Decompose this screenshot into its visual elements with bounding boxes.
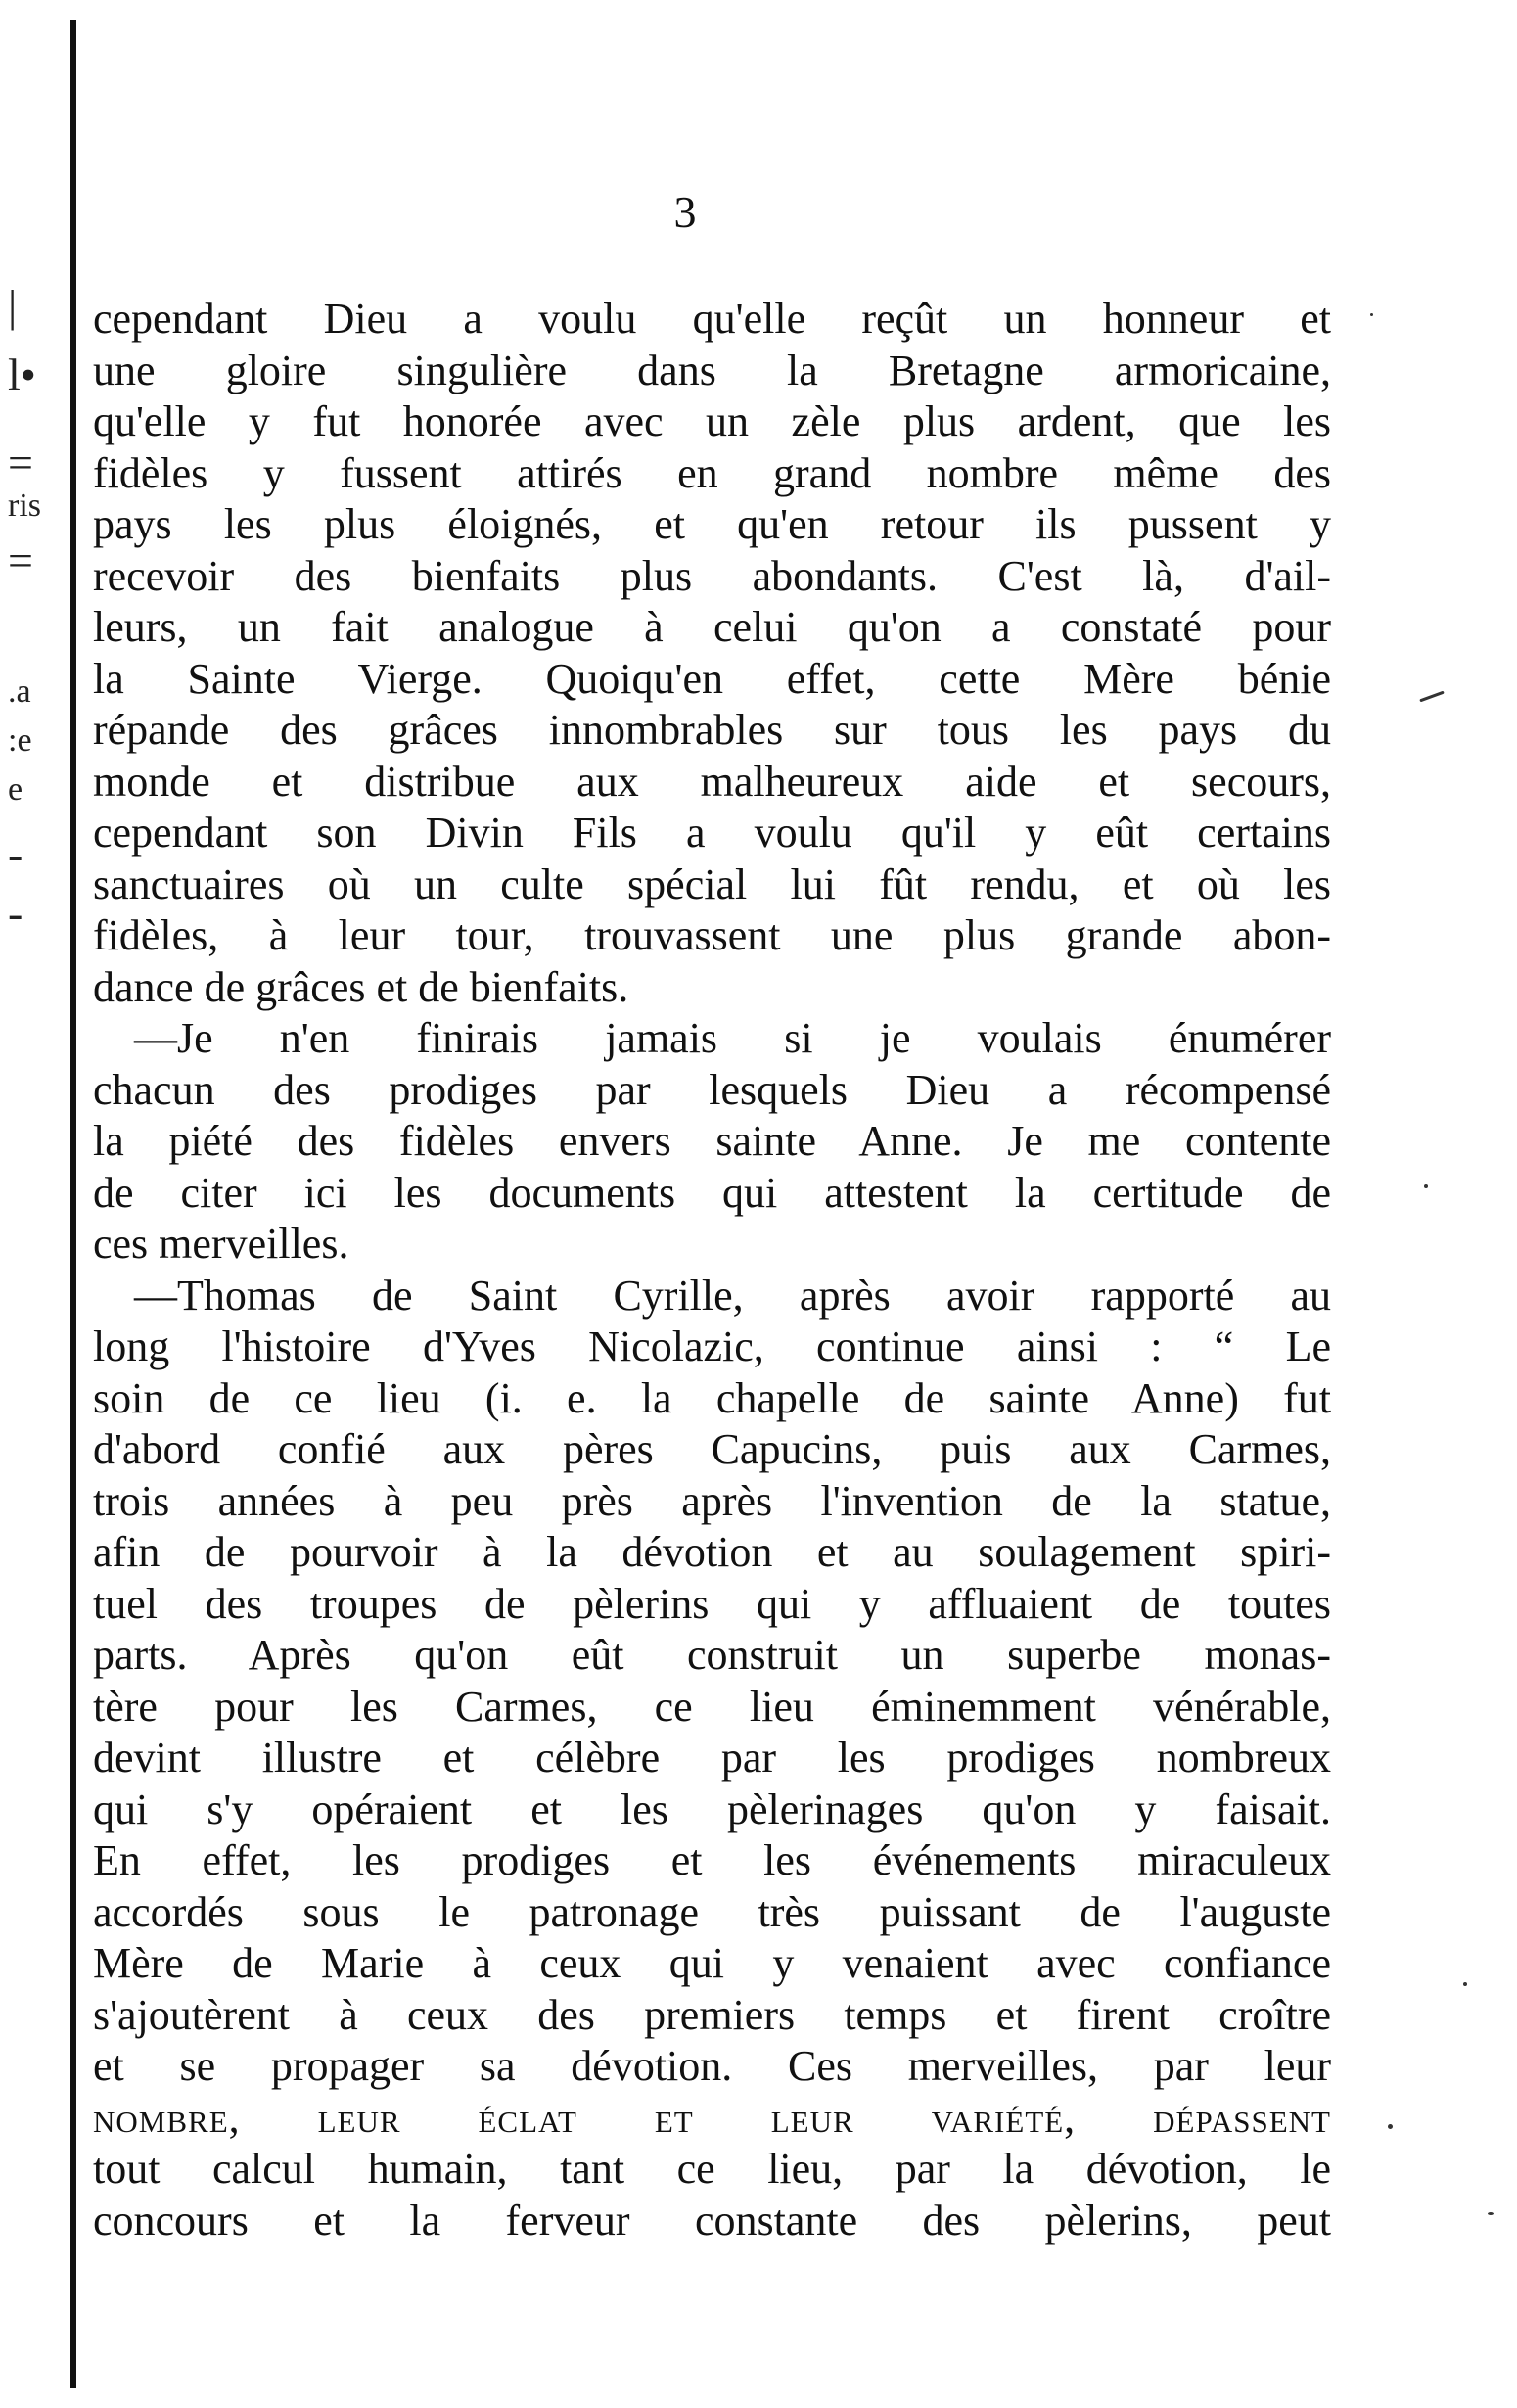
text-line: devint illustre et célèbre par les prodiges nombreux [93,1734,1331,1782]
text-line: et se propager sa dévotion. Ces merveilles, par leur [93,2042,1331,2090]
text-line: pays les plus éloignés, et qu'en retour ils pussent y [93,500,1331,548]
body-text [93,294,1331,2246]
margin-fragment: l• [8,349,36,399]
text-line: —Thomas de Saint Cyrille, après avoir rapporté au [134,1271,1331,1320]
margin-fragment: = [8,535,33,585]
text-line: trois années à peu près après l'invention de la statue, [93,1476,1331,1525]
text-line: leurs, un fait analogue à celui qu'on a constaté pour [93,603,1331,651]
text-line: cependant Dieu a voulu qu'elle reçût un honneur et [93,295,1331,343]
margin-fragment: .a [8,673,31,710]
text-line: de citer ici les documents qui attestent la certitude de [93,1168,1331,1217]
speck [1424,1184,1428,1188]
text-line: d'abord confié aux pères Capucins, puis aux Carmes, [93,1425,1331,1473]
binding-edge-rule [70,20,76,2388]
text-line: chacun des prodiges par lesquels Dieu a récompensé [93,1065,1331,1114]
margin-fragment: = [8,438,33,487]
text-line: ces merveilles. [93,1220,349,1268]
margin-fragment: ris [8,487,41,524]
page-number: 3 [673,187,697,237]
margin-fragment: - [8,888,23,938]
speck [1463,1982,1467,1986]
text-line: fidèles y fussent attirés en grand nombre même des [93,448,1331,497]
text-line: tuel des troupes de pèlerins qui y affluaient de toutes [93,1579,1331,1628]
speck [1488,2212,1494,2215]
speck [1419,691,1444,703]
text-line: s'ajoutèrent à ceux des premiers temps et firent croître [93,1990,1331,2039]
text-line: soin de ce lieu (i. e. la chapelle de sainte Anne) fut [93,1373,1331,1422]
text-line: la piété des fidèles envers sainte Anne. Je me contente [93,1117,1331,1165]
text-line: répande des grâces innombrables sur tous les pays du [93,706,1331,754]
margin-fragment: | [8,281,18,331]
text-line: dance de grâces et de bienfaits. [93,962,629,1011]
text-line: En effet, les prodiges et les événements miraculeux [93,1836,1331,1884]
text-line: fidèles, à leur tour, trouvassent une plus grande abon- [93,911,1331,959]
text-line: Mère de Marie à ceux qui y venaient avec confiance [93,1939,1331,1987]
text-line: sanctuaires où un culte spécial lui fût rendu, et où les [93,859,1331,908]
text-line: tère pour les Carmes, ce lieu éminemment vénérable, [93,1682,1331,1731]
margin-fragment: - [8,829,23,879]
text-line: accordés sous le patronage très puissant de l'auguste [93,1887,1331,1936]
text-line: cependant son Divin Fils a voulu qu'il y eût certains [93,809,1331,857]
text-line: monde et distribue aux malheureux aide et secours, [93,757,1331,806]
text-line: afin de pourvoir à la dévotion et au soulagement spiri- [93,1528,1331,1576]
text-line: parts. Après qu'on eût construit un superbe monas- [93,1631,1331,1679]
margin-fragment: :e [8,722,32,759]
text-line: la Sainte Vierge. Quoiqu'en effet, cette Mère bénie [93,654,1331,703]
text-line: concours et la ferveur constante des pèlerins, peut [93,2196,1331,2245]
text-line: qu'elle y fut honorée avec un zèle plus ardent, que les [93,397,1331,445]
text-line: long l'histoire d'Yves Nicolazic, continue ainsi : “ Le [93,1322,1331,1370]
text-line: nombre, leur éclat et leur variété, dépassent [93,2093,1331,2142]
margin-fragment: e [8,771,23,808]
text-line: qui s'y opéraient et les pèlerinages qu'on y faisait. [93,1784,1331,1833]
text-line: une gloire singulière dans la Bretagne armoricaine, [93,346,1331,394]
text-line: tout calcul humain, tant ce lieu, par la dévotion, le [93,2145,1331,2193]
text-line: —Je n'en finirais jamais si je voulais énumérer [134,1014,1331,1062]
speck [1388,2124,1393,2129]
speck [1370,313,1373,316]
text-line: recevoir des bienfaits plus abondants. C'est là, d'ail- [93,551,1331,600]
